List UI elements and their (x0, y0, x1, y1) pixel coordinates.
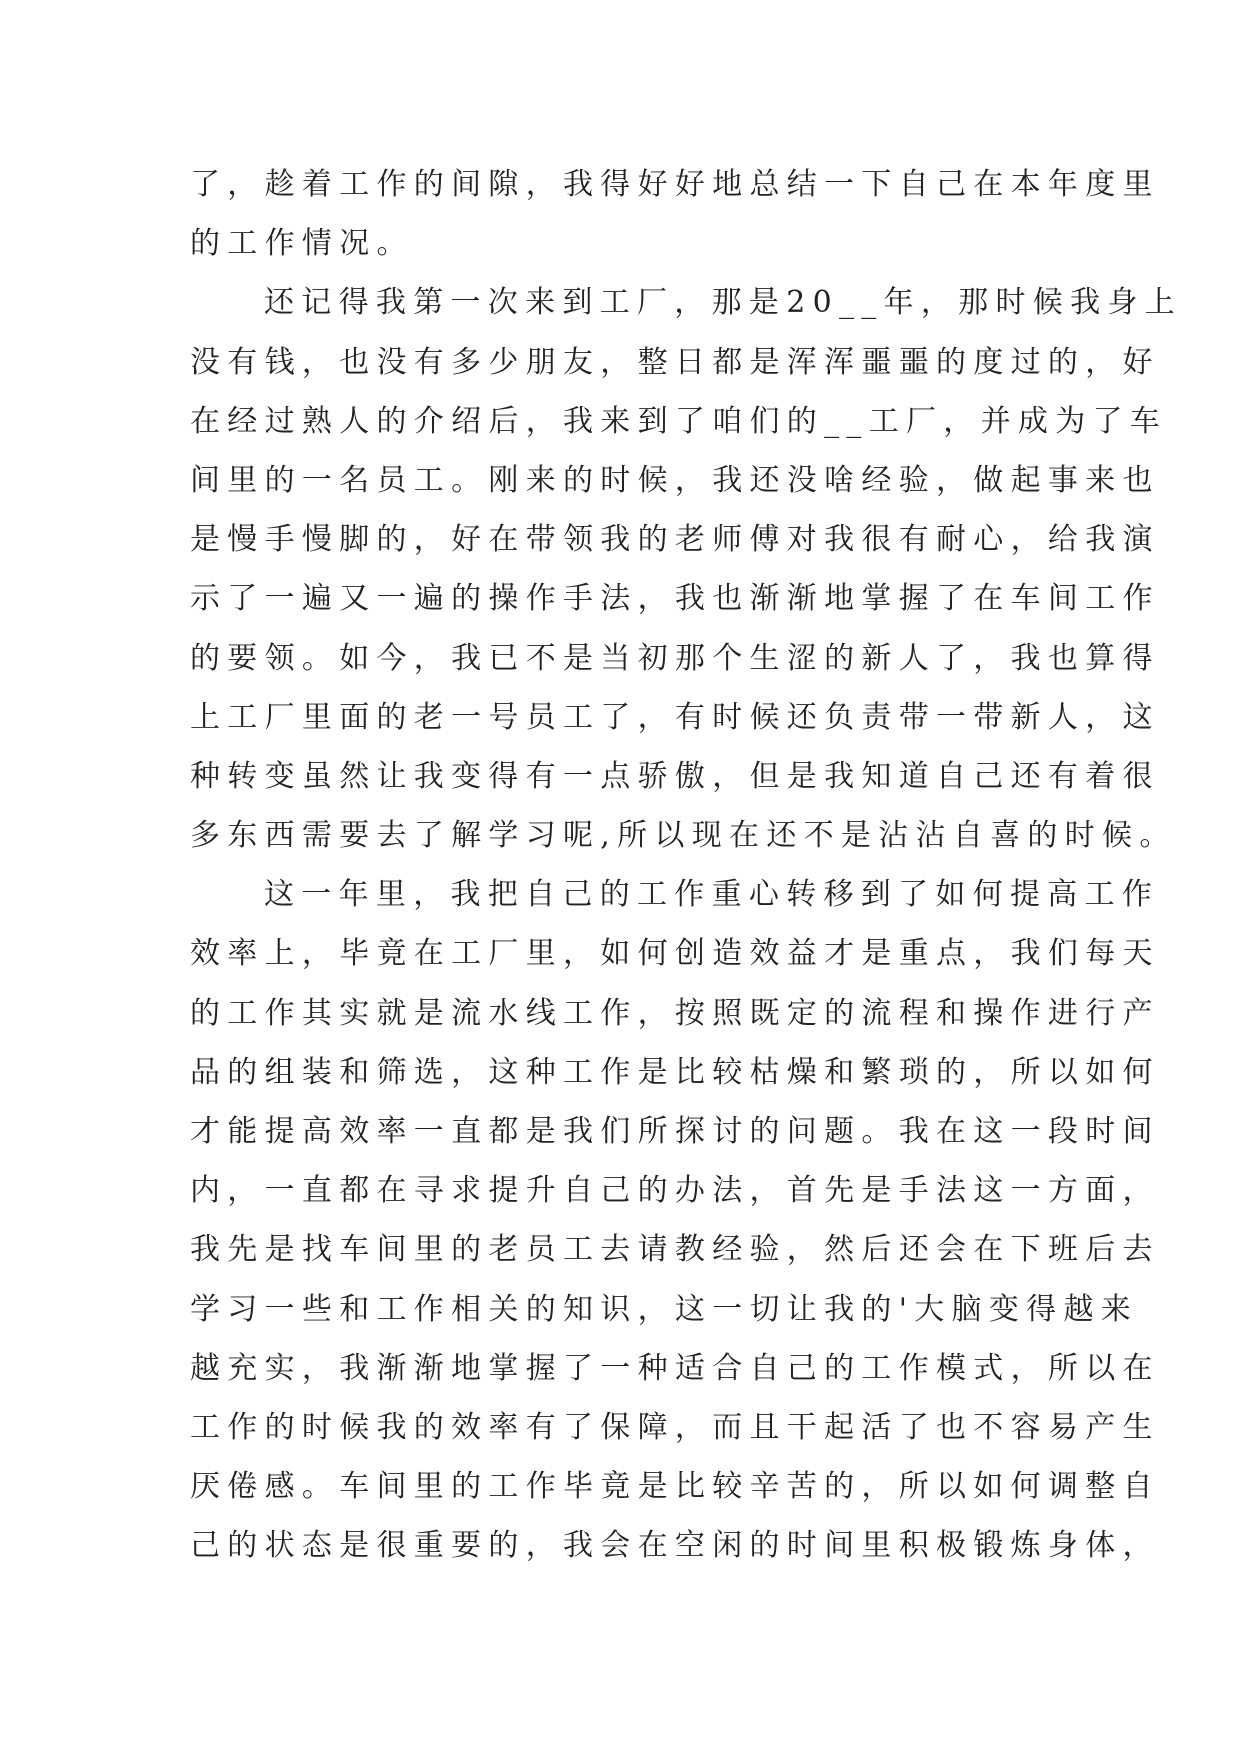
text-line: 效率上，毕竟在工厂里，如何创造效益才是重点，我们每天 (190, 936, 1160, 972)
text-line: 品的组装和筛选，这种工作是比较枯燥和繁琐的，所以如何 (190, 1054, 1160, 1090)
text-line: 没有钱，也没有多少朋友，整日都是浑浑噩噩的度过的，好 (190, 344, 1160, 380)
text-line: 己的状态是很重要的，我会在空闲的时间里积极锻炼身体， (190, 1528, 1160, 1564)
body-text (190, 155, 1182, 1576)
text-line: 示了一遍又一遍的操作手法，我也渐渐地掌握了在车间工作 (190, 581, 1160, 617)
text-line: 的工作其实就是流水线工作，按照既定的流程和操作进行产 (190, 995, 1160, 1031)
text-line: 种转变虽然让我变得有一点骄傲，但是我知道自己还有着很 (190, 758, 1160, 794)
text-line: 多东西需要去了解学习呢,所以现在还不是沾沾自喜的时候。 (190, 818, 1177, 854)
text-line: 才能提高效率一直都是我们所探讨的问题。我在这一段时间 (190, 1114, 1160, 1149)
text-line: 间里的一名员工。刚来的时候，我还没啥经验，做起事来也 (190, 462, 1160, 498)
text-line: 了，趁着工作的间隙，我得好好地总结一下自己在本年度里 (190, 167, 1160, 202)
text-line: 学习一些和工作相关的知识，这一切让我的'大脑变得越来 (190, 1291, 1139, 1327)
text-line: 内，一直都在寻求提升自己的办法，首先是手法这一方面， (190, 1173, 1160, 1209)
text-line: 在经过熟人的介绍后，我来到了咱们的__工厂，并成为了车 (190, 403, 1168, 439)
paragraph-first-line: 这一年里，我把自己的工作重心转移到了如何提高工作 (264, 877, 1160, 913)
text-line: 的工作情况。 (190, 226, 414, 262)
text-line: 的要领。如今，我已不是当初那个生涩的新人了，我也算得 (190, 640, 1160, 676)
text-line: 是慢手慢脚的，好在带领我的老师傅对我很有耐心，给我演 (190, 522, 1160, 558)
text-line: 工作的时候我的效率有了保障，而且干起活了也不容易产生 (190, 1409, 1160, 1445)
text-line: 我先是找车间里的老员工去请教经验，然后还会在下班后去 (190, 1232, 1160, 1268)
text-line: 上工厂里面的老一号员工了，有时候还负责带一带新人，这 (190, 699, 1160, 735)
paragraph-first-line: 还记得我第一次来到工厂，那是20__年，那时候我身上 (264, 285, 1182, 321)
text-line: 越充实，我渐渐地掌握了一种适合自己的工作模式，所以在 (190, 1350, 1160, 1386)
text-line: 厌倦感。车间里的工作毕竟是比较辛苦的，所以如何调整自 (190, 1469, 1160, 1505)
